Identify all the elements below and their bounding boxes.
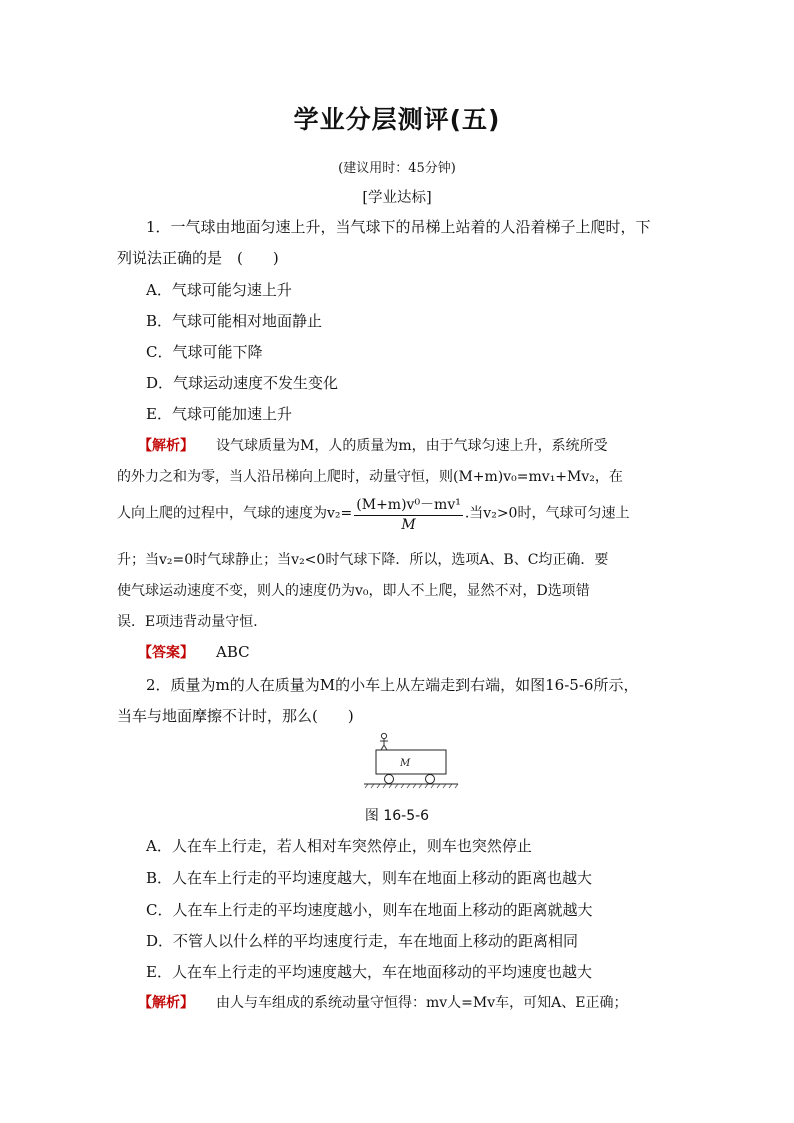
fraction-numerator: (M+m)v⁰－mv¹: [354, 494, 463, 516]
q1-analysis-text1: 设气球质量为M，人的质量为m，由于气球匀速上升，系统所受: [216, 438, 608, 454]
q2-analysis-text1: 由人与车组成的系统动量守恒得：mv人=Mv车，可知A、E正确；: [216, 995, 628, 1011]
ground-hatching: [365, 784, 458, 788]
q1-option-a: A．气球可能匀速上升: [146, 281, 292, 299]
q1-analysis-line3: [117, 494, 687, 533]
q1-option-b: B．气球可能相对地面静止: [146, 312, 323, 330]
cart-wheel-right: [426, 775, 435, 784]
q2-option-c: C．人在车上行走的平均速度越小，则车在地面上移动的距离就越大: [146, 901, 593, 919]
q2-option-e: E．人在车上行走的平均速度越大，车在地面移动的平均速度也越大: [146, 963, 592, 981]
q1-stem-line1: 1．一气球由地面匀速上升，当气球下的吊梯上站着的人沿着梯子上爬时，下: [146, 218, 651, 236]
cart-mass-label: M: [400, 758, 411, 769]
figure-caption: 图 16-5-6: [364, 808, 430, 824]
velocity-fraction: [354, 494, 463, 533]
q2-stem-line1: 2．质量为m的人在质量为M的小车上从左端走到右端，如图16-5-6所示，: [146, 676, 639, 694]
person-icon: [380, 733, 388, 750]
q1-analysis-line6: 误．E项违背动量守恒．: [117, 614, 268, 630]
q1-answer: ABC: [216, 643, 250, 661]
q2-analysis-line1: [138, 992, 708, 1012]
q1-stem-line2: 列说法正确的是 ( ): [117, 249, 279, 267]
q1-analysis-line3-pre: 人向上爬的过程中，气球的速度为v₂=: [117, 505, 353, 522]
q2-stem-line2: 当车与地面摩擦不计时，那么( ): [117, 707, 354, 725]
cart-figure: [360, 728, 460, 794]
q1-option-e: E．气球可能加速上升: [146, 405, 292, 423]
q2-option-d: D．不管人以什么样的平均速度行走，车在地面上移动的距离相同: [146, 932, 579, 950]
q1-analysis-line4: 升；当v₂=0时气球静止；当v₂<0时气球下降．所以，选项A、B、C均正确．要: [117, 552, 609, 568]
q2-option-b: B．人在车上行走的平均速度越大，则车在地面上移动的距离也越大: [146, 869, 593, 887]
q1-option-c: C．气球可能下降: [146, 343, 263, 361]
q1-analysis-line1: [138, 435, 679, 455]
q1-analysis-line5: 使气球运动速度不变，则人的速度仍为v₀，即人不上爬，显然不对，D选项错: [117, 583, 590, 599]
q1-analysis-line3-post: .当v₂>0时，气球可匀速上: [464, 505, 630, 522]
analysis-tag: 【解析】: [138, 438, 194, 454]
answer-tag: 【答案】: [138, 645, 194, 661]
cart-wheel-left: [385, 775, 394, 784]
analysis-tag: 【解析】: [138, 995, 194, 1011]
q1-analysis-line2: 的外力之和为零，当人沿吊梯向上爬时，动量守恒，则(M+m)v₀=mv₁+Mv₂，在: [117, 469, 623, 485]
cart-body: [376, 750, 446, 774]
q1-option-d: D．气球运动速度不发生变化: [146, 374, 339, 392]
page-title: 学业分层测评(五): [293, 105, 501, 134]
section-heading: [学业达标]: [362, 190, 432, 206]
suggested-time: (建议用时：45分钟): [338, 161, 456, 176]
q1-answer-line: [138, 642, 708, 662]
q2-option-a: A．人在车上行走，若人相对车突然停止，则车也突然停止: [146, 837, 532, 855]
fraction-denominator: M: [401, 517, 416, 533]
